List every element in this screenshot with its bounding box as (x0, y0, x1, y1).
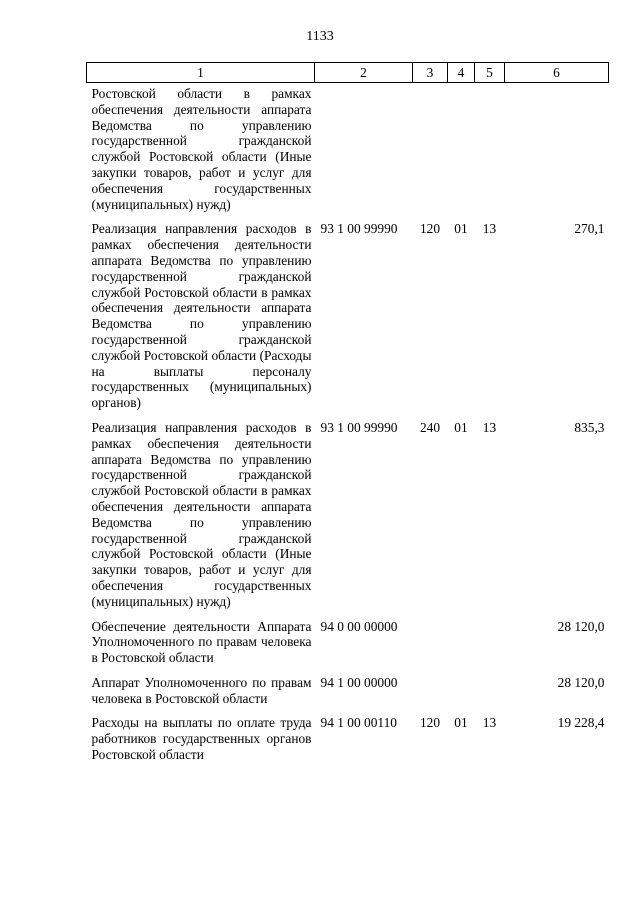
row-target-code: 94 1 00 00000 (320, 674, 398, 690)
row-target-code (315, 83, 413, 220)
row-description: Ростовской области в рамках обеспечения деятельности аппарата Ведомства по управлению государственной гражданской службой Ростовской области (Иные закупки товаров, работ и услуг для обеспечения государственных (муниципальных) нужд) (91, 86, 312, 212)
row-subsection: 13 (482, 419, 497, 435)
row-amount: 270,1 (574, 221, 605, 237)
row-expense-type: 240 (419, 419, 441, 435)
table-row (87, 617, 609, 673)
row-subsection: 13 (482, 715, 497, 731)
row-description: Обеспечение деятельности Аппарата Уполномоченного по правам человека в Ростовской области (91, 618, 312, 666)
row-expense-type (413, 673, 448, 714)
row-section (448, 83, 475, 220)
row-subsection (475, 617, 505, 673)
row-amount (505, 83, 609, 220)
row-expense-type (413, 83, 448, 220)
table-row (87, 713, 609, 769)
table-row (87, 418, 609, 617)
row-amount: 835,3 (574, 419, 605, 435)
table-body (87, 83, 609, 770)
page-number: 1133 (306, 29, 334, 44)
row-description: Аппарат Уполномоченного по правам человека в Ростовской области (91, 674, 312, 706)
row-expense-type (413, 617, 448, 673)
row-target-code: 94 0 00 00000 (320, 618, 398, 634)
row-description: Реализация направления расходов в рамках обеспечения деятельности аппарата Ведомства по управлению государственной гражданской службой Ростовской области в рамках обеспечения деятельности аппарата Ведомства по управлению государственной гражданской службой Ростовской области (Иные закупки товаров, работ и услуг для обеспечения государственных (муниципальных) нужд) (91, 419, 312, 609)
table-header (87, 63, 609, 83)
row-subsection (475, 673, 505, 714)
column-header-1: 1 (87, 63, 315, 83)
table-row (87, 673, 609, 714)
column-header-6: 6 (505, 63, 609, 83)
row-section (448, 617, 475, 673)
row-description: Реализация направления расходов в рамках обеспечения деятельности аппарата Ведомства по управлению государственной гражданской службой Ростовской области в рамках обеспечения деятельности аппарата Ведомства по управлению государственной гражданской службой Ростовской области (Расходы на выплаты персоналу государственных (муниципальных) органов) (91, 221, 312, 411)
row-expense-type: 120 (419, 715, 441, 731)
row-section: 01 (454, 419, 468, 435)
row-target-code: 93 1 00 99990 (320, 221, 398, 237)
row-subsection: 13 (482, 221, 497, 237)
column-header-5: 5 (475, 63, 505, 83)
row-section: 01 (454, 221, 468, 237)
column-header-4: 4 (448, 63, 475, 83)
row-target-code: 94 1 00 00110 (320, 715, 397, 731)
row-expense-type: 120 (419, 221, 441, 237)
column-header-3: 3 (413, 63, 448, 83)
column-header-2: 2 (315, 63, 413, 83)
header-row (87, 63, 609, 83)
row-description: Расходы на выплаты по оплате труда работников государственных органов Ростовской области (91, 715, 312, 763)
row-section (448, 673, 475, 714)
row-amount: 28 120,0 (557, 674, 605, 690)
table-row (87, 83, 609, 220)
row-amount: 28 120,0 (557, 618, 605, 634)
row-amount: 19 228,4 (557, 715, 605, 731)
budget-table (86, 62, 609, 770)
row-subsection (475, 83, 505, 220)
table-row (87, 219, 609, 418)
row-target-code: 93 1 00 99990 (320, 419, 398, 435)
row-section: 01 (454, 715, 468, 731)
